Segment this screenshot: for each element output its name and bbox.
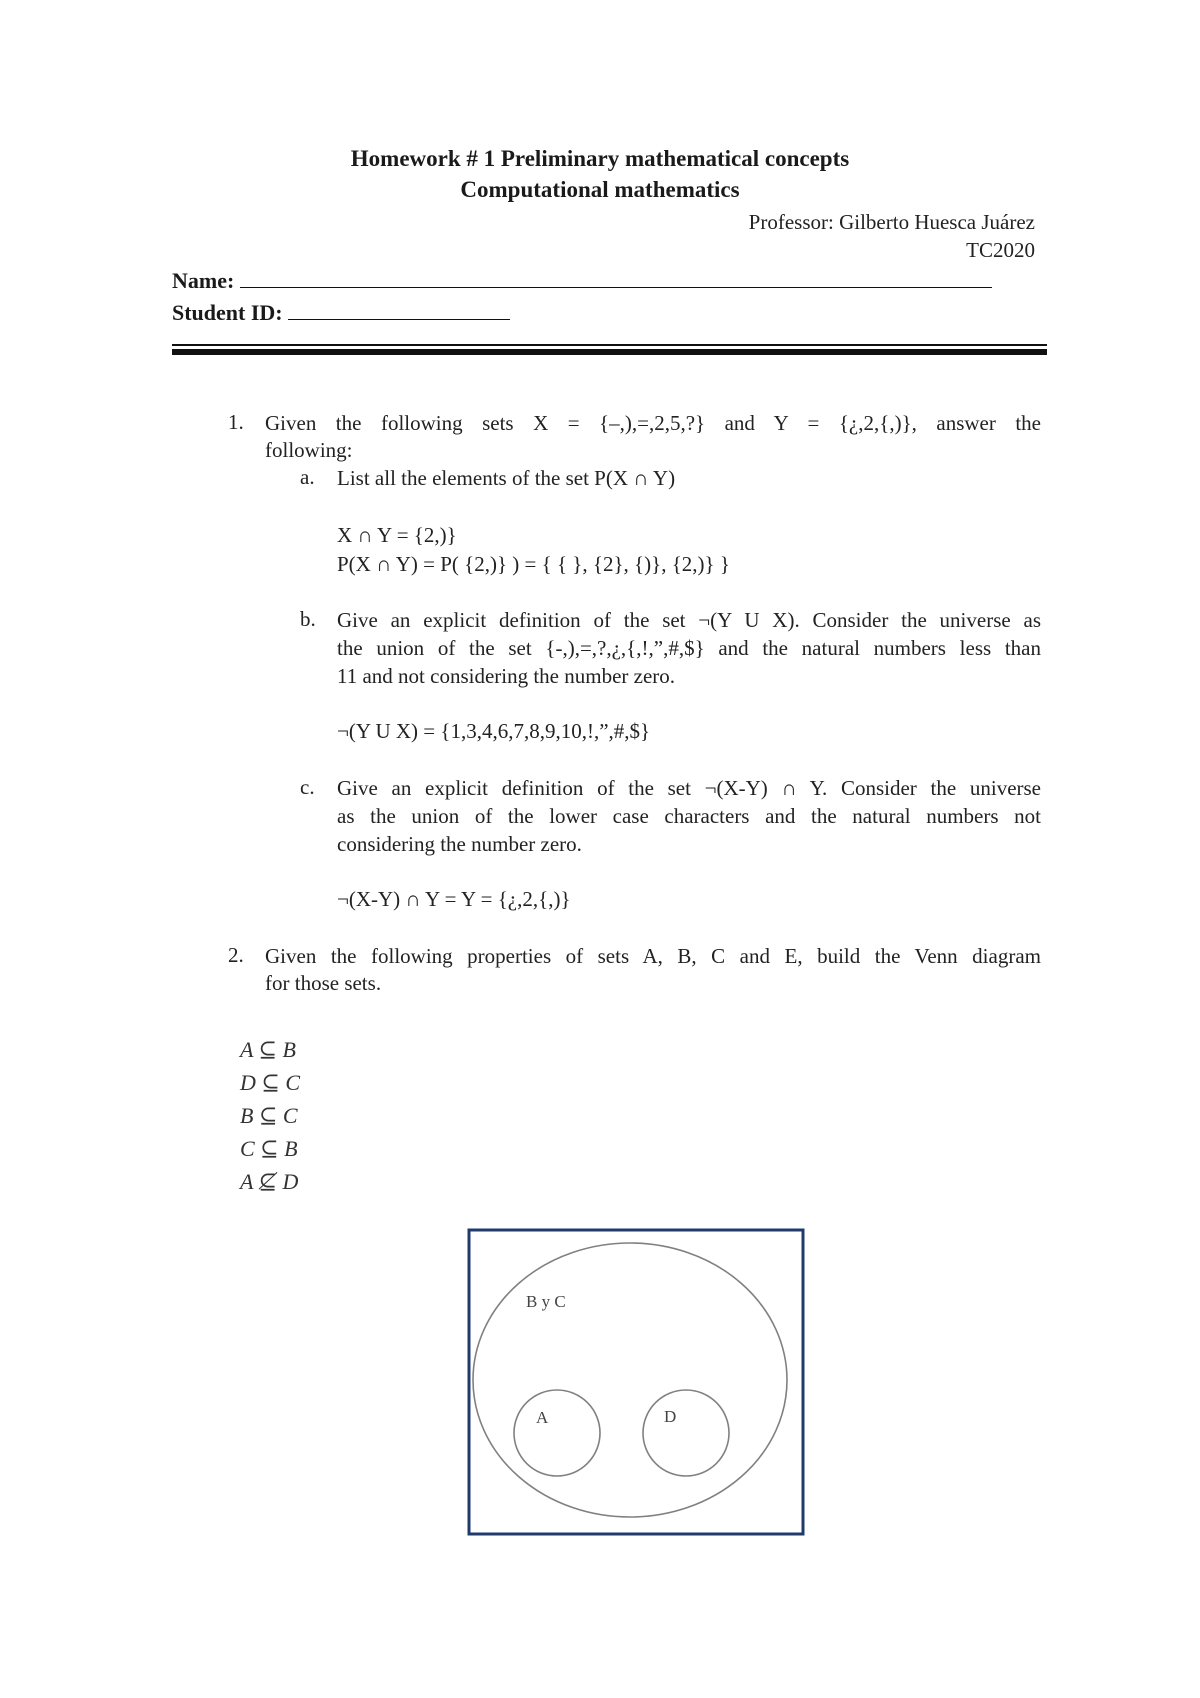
q1c-letter: c.	[300, 775, 315, 799]
set-b-c-circle	[473, 1243, 787, 1517]
q1c-answer: ¬(X-Y) ∩ Y = Y = {¿,2,{,)}	[337, 887, 571, 911]
q1c-line1: Give an explicit definition of the set ¬(X-Y) ∩ Y. Consider the universe	[337, 776, 1041, 800]
label-a: A	[536, 1408, 549, 1427]
q1-text-line2: following:	[265, 438, 353, 462]
q2-number: 2.	[228, 943, 244, 967]
set-d-circle	[643, 1390, 729, 1476]
property-1: A ⊆ B	[240, 1037, 296, 1062]
universe-frame	[469, 1230, 803, 1534]
q1b-line3: 11 and not considering the number zero.	[337, 664, 676, 688]
q1b-answer: ¬(Y U X) = {1,3,4,6,7,8,9,10,!,”,#,$}	[337, 719, 651, 743]
q1c-line2: as the union of the lower case characters and the natural numbers not	[337, 804, 1041, 828]
q1a-answer-2: P(X ∩ Y) = P( {2,)} ) = { { }, {2}, {)}, {2,)} }	[337, 552, 730, 576]
label-d: D	[664, 1407, 677, 1426]
set-a-circle	[514, 1390, 600, 1476]
q1-number: 1.	[228, 410, 244, 434]
q1c-line3: considering the number zero.	[337, 832, 582, 856]
q1a-answer-1: X ∩ Y = {2,)}	[337, 523, 457, 547]
q1a-text: List all the elements of the set P(X ∩ Y)	[337, 466, 676, 490]
q1b-letter: b.	[300, 607, 316, 631]
name-label: Name:	[172, 268, 235, 293]
professor-line: Professor: Gilberto Huesca Juárez	[748, 210, 1035, 234]
property-2: D ⊆ C	[240, 1070, 300, 1095]
course-code: TC2020	[966, 238, 1035, 262]
q1-text-line1: Given the following sets X = {–,),=,2,5,?} and Y = {¿,2,{,)}, answer the	[265, 411, 1041, 435]
page-subtitle: Computational mathematics	[460, 177, 740, 202]
q2-text-line2: for those sets.	[265, 971, 382, 995]
q2-text-line1: Given the following properties of sets A, B, C and E, build the Venn diagram	[265, 944, 1041, 968]
student-id-label: Student ID:	[172, 300, 283, 325]
property-4: C ⊆ B	[240, 1136, 298, 1161]
label-b-c: B y C	[526, 1292, 566, 1311]
q1b-line1: Give an explicit definition of the set ¬(Y U X). Consider the universe as	[337, 608, 1041, 632]
page-title: Homework # 1 Preliminary mathematical concepts	[350, 146, 850, 171]
property-5: A ⊈ D	[240, 1169, 299, 1194]
property-3: B ⊆ C	[240, 1103, 298, 1128]
q1b-line2: the union of the set {-,),=,?,¿,{,!,”,#,$} and the natural numbers less than	[337, 636, 1041, 660]
q1a-letter: a.	[300, 465, 315, 489]
